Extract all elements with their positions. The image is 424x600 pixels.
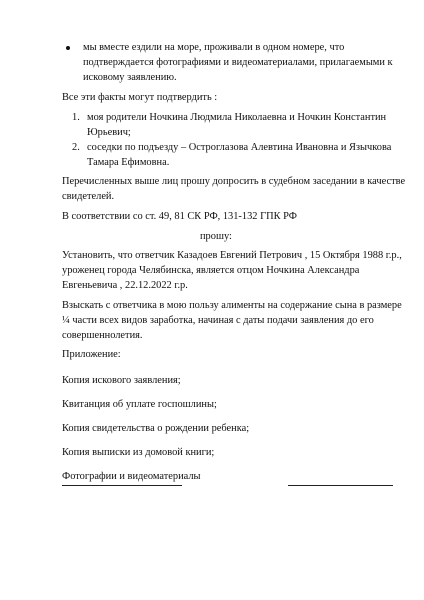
witness-line: Тамара Ефимовна. [87, 157, 170, 168]
alimony-claim-line-1: Взыскать с ответчика в мою пользу алименты на содержание сына в размере [62, 300, 402, 311]
bullet-item-line-2: подтверждается фотографиями и видеоматериалами, прилагаемыми к [83, 57, 393, 68]
facts-intro: Все эти факты могут подтвердить : [62, 92, 218, 103]
bullet-icon [66, 46, 70, 50]
witness-line: моя родители Ночкина Людмила Николаевна и Ночкин Константин [87, 112, 387, 123]
paternity-claim-line-1: Установить, что ответчик Казадоев Евгений Петрович , 15 Октября 1988 г.р., [62, 250, 402, 261]
signature-line-right [288, 485, 393, 486]
attachment-item: Копия искового заявления; [62, 375, 181, 386]
paternity-claim-line-2: уроженец города Челябинска, является отцом Ночкина Александра [62, 265, 360, 276]
request-witnesses-line-2: свидетелей. [62, 191, 115, 202]
witness-line: Юрьевич; [87, 127, 131, 138]
attachment-item: Фотографии и видеоматериалы [62, 471, 201, 482]
bullet-item-line-3: исковому заявлению. [83, 72, 177, 83]
attachments-heading: Приложение: [62, 349, 121, 360]
request-witnesses-line-1: Перечисленных выше лиц прошу допросить в судебном заседании в качестве [62, 176, 406, 187]
paternity-claim-line-3: Евгеньевича , 22.12.2022 г.р. [62, 280, 188, 291]
attachment-item: Копия свидетельства о рождении ребенка; [62, 423, 250, 434]
witness-number: 2. [72, 142, 80, 153]
bullet-item-line-1: мы вместе ездили на море, проживали в одном номере, что [83, 42, 345, 53]
alimony-claim-line-2: ¼ части всех видов заработка, начиная с даты подачи заявления до его [62, 315, 374, 326]
signature-line-left [62, 485, 182, 486]
attachment-item: Копия выписки из домовой книги; [62, 447, 215, 458]
attachment-item: Квитанция об уплате госпошлины; [62, 399, 217, 410]
witness-line: соседки по подъезду – Остроглазова Алевтина Ивановна и Язычкова [87, 142, 392, 153]
alimony-claim-line-3: совершеннолетия. [62, 330, 143, 341]
prayer-word: прошу: [200, 231, 232, 242]
legal-basis: В соответствии со ст. 49, 81 СК РФ, 131-132 ГПК РФ [62, 211, 297, 222]
witness-number: 1. [72, 112, 80, 123]
